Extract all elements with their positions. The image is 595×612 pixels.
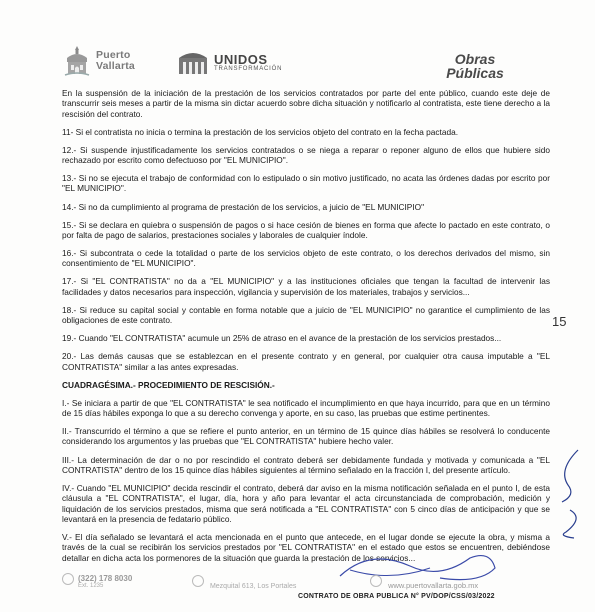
unidos-logo (176, 48, 282, 76)
procedure-step: II.- Transcurrido el término a que se refiere el punto anterior, en un término de 15 quince días hábiles se resolverá lo conducente considerando los argumentos y las pruebas que "EL CONTRATISTA" hubiere hecho valer. (62, 426, 550, 447)
footer-ext: Ext. 1235 (78, 583, 104, 589)
document-body (62, 88, 550, 571)
clause-item: 19.- Cuando "EL CONTRATISTA" acumule un 25% de atraso en el avance de la prestación de los servicios prestados... (62, 333, 502, 344)
procedure-step: I.- Se iniciara a partir de que "EL CONTRATISTA" le sea notificado el incumplimiento en que haya incurrido, para que en un término de 15 días hábiles exponga lo que a su derecho convenga y aporte, en su caso, las pruebas que estime pertinentes. (62, 397, 550, 419)
clause-item: 14.- Si no da cumplimiento al programa de prestación de los servicios, a juicio de "EL MUNICIPIO" (62, 201, 425, 212)
letterhead (0, 0, 595, 86)
logo-pv-line2: Vallarta (96, 60, 135, 72)
building-icon (176, 48, 210, 76)
page-number: 15 (552, 314, 567, 329)
footer-phone-block (62, 574, 132, 589)
obras-line1: Obras (454, 51, 496, 67)
footer-website: www.puertovallarta.gob.mx (388, 581, 479, 590)
clause-item: 11- Si el contratista no inicia o termina la prestación de los servicios objeto del contrato en la fecha pactada. (62, 126, 459, 137)
clause-item: 13.- Si no se ejecuta el trabajo de conformidad con lo estipulado o sin motivo justificado, no acata las órdenes dadas por escrito por "EL MUNICIPIO". (62, 173, 550, 194)
phone-icon (62, 573, 74, 585)
clause-item: 15.- Si se declara en quiebra o suspensión de pagos o si hace cesión de bienes en forma que afecte lo pactado en este contrato, o por falta de pago de salarios, prestaciones sociales y laborales de cualquier índole. (62, 219, 550, 240)
section-heading: CUADRAGÉSIMA.- PROCEDIMIENTO DE RESCISIÓN.- (62, 379, 275, 390)
procedure-step: IV.- Cuando "EL MUNICIPIO" decida rescindir el contrato, deberá dar aviso en la misma notificación señalada en el punto I, de esta cláusula a "EL CONTRATISTA", el lugar, día, hora y año para levantar el acta circunstanciada de comprobación, medición y liquidación de los servicios prestados, misma que será notificada a "EL CONTRATISTA" con 5 cinco días de anticipación y que se levantará en la presencia de fedatario público. (62, 482, 550, 524)
obras-publicas-logo (430, 52, 520, 80)
logo-pv-line1: Puerto (96, 49, 131, 61)
globe-icon (370, 575, 382, 587)
clause-item: 16.- Si subcontrata o cede la totalidad o parte de los servicios objeto de este contrato, o los derechos derivados del mismo, sin consentimiento de "EL MUNICIPIO". (62, 248, 550, 269)
footer-phone: (322) 178 8030 (78, 574, 133, 583)
clause-item: 12.- Si suspende injustificadamente los servicios contratados o se niega a reparar o reponer alguno de ellos que hubiere sido rechazado por escrito como defectuoso por "EL MUNICIPIO". (62, 144, 550, 166)
procedure-step: V.- El día señalado se levantará el acta mencionada en el punto que antecede, en el lugar donde se ejecute la obra, y misma a través de la cual se recibirán los servicios prestados por "EL CONTRATISTA" en el estado que estos se encuentren, debiéndose detallar en dicha acta los pormenores de la situación que guarda la prestación de los servicios... (62, 531, 550, 563)
page-footer (62, 568, 552, 608)
contract-number: CONTRATO DE OBRA PUBLICA N° PV/DOP/CSS/03/2022 (298, 593, 495, 600)
footer-address-block (192, 576, 296, 590)
procedure-step: III.- La determinación de dar o no por rescindido el contrato deberá ser debidamente fundada y motivada y comunicada a "EL CONTRATISTA" dentro de los 15 quince días hábiles siguientes al término señalado en la fracción I, del presente artículo. (62, 454, 550, 475)
location-icon (192, 575, 204, 587)
logo-unidos-main: UNIDOS (214, 51, 268, 67)
handwritten-initials-icon (548, 440, 588, 540)
obras-line2: Públicas (446, 65, 504, 81)
clause-item: 17.- Si "EL CONTRATISTA" no da a "EL MUNICIPIO" y a las instituciones oficiales que tengan la facultad de intervenir las facilidades y datos necesarios para inspección, vigilancia y supervisión de los materiales, trabajos y servicios... (62, 276, 550, 297)
footer-address: Mezquital 613, Los Portales (209, 583, 297, 590)
clause-item: 18.- Si reduce su capital social y contable en forma notable que a juicio de "EL MUNICIPIO" no garantice el cumplimiento de las obligaciones de este contrato. (62, 304, 550, 326)
logo-unidos-sub: TRANSFORMACIÓN (214, 65, 283, 72)
church-crown-icon (62, 44, 92, 78)
footer-web-block (370, 576, 478, 590)
clause-item: 20.- Las demás causas que se establezcan en el presente contrato y en general, por cualquier otra causa imputable a "EL CONTRATISTA" similar a las antes expresadas. (62, 351, 550, 372)
puerto-vallarta-logo (62, 44, 135, 78)
paragraph: En la suspensión de la iniciación de la prestación de los servicios contratados por parte del ente público, cuando este deje de transcurrir seis meses a partir de la misma sin dictar acuerdo sobre dicha situación y notificarlo al contratista, este tiene derecho a la rescisión del contrato. (62, 88, 550, 119)
